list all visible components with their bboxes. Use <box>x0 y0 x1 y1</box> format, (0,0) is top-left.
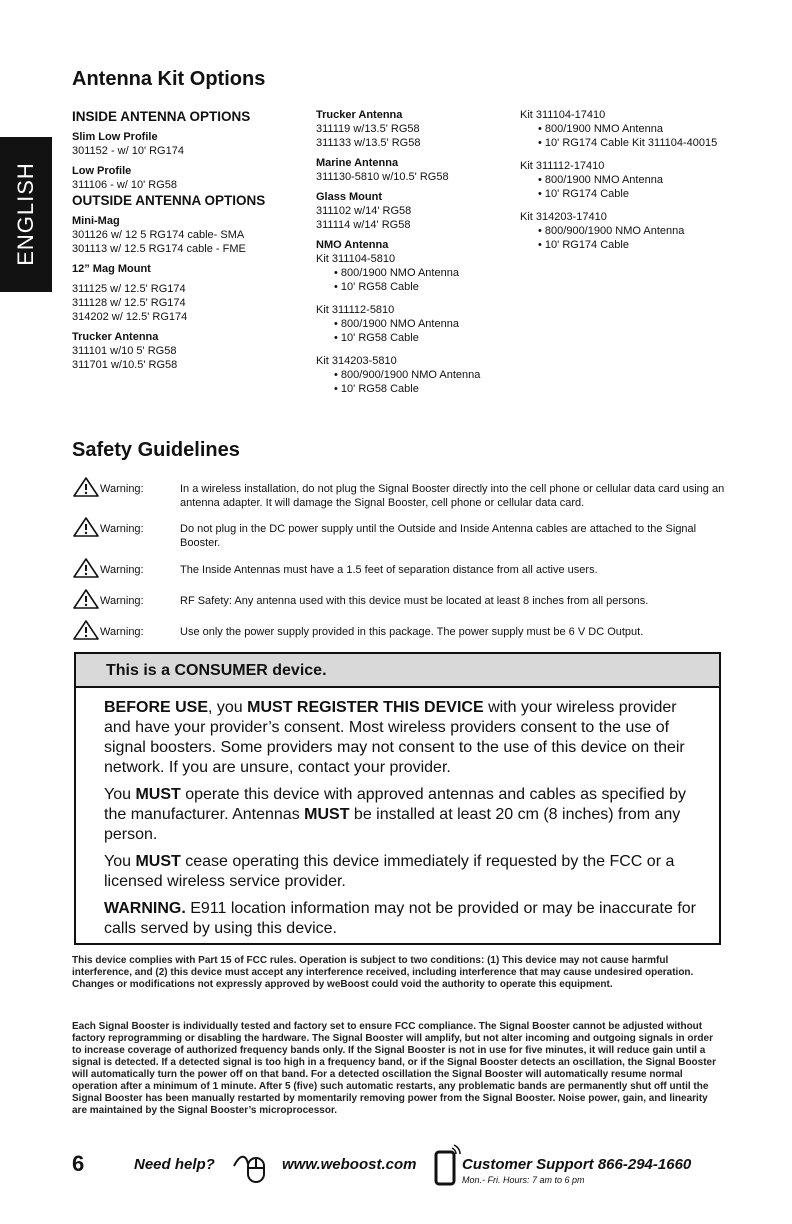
part-number: 301113 w/ 12.5 RG174 cable - FME <box>72 243 246 255</box>
consumer-header: This is a CONSUMER device. <box>76 654 719 688</box>
antenna-column-2 <box>316 108 516 396</box>
part-number: Kit 311112-5810 <box>316 304 395 316</box>
consumer-paragraph: You MUST cease operating this device immediately if requested by the FCC or a licensed wireless service provider. <box>104 853 675 890</box>
consumer-paragraph: BEFORE USE, you MUST REGISTER THIS DEVICE with your wireless provider and have your provider’s consent. Most wireless providers consent to the use of signal boosters. Some providers may not consent to the use of this device on their network. If you are unsure, contact your provider. <box>104 699 685 776</box>
warning-text: Do not plug in the DC power supply until the Outside and Inside Antenna cables are attached to the Signal Booster. <box>180 523 697 549</box>
section-heading: OUTSIDE ANTENNA OPTIONS <box>72 193 266 208</box>
consumer-notice-box <box>74 652 721 945</box>
warning-text: The Inside Antennas must have a 1.5 feet of separation distance from all active users. <box>180 564 598 576</box>
antenna-type: Mini-Mag <box>72 215 120 227</box>
part-number: Kit 314203-17410 <box>520 211 607 223</box>
kit-component: • 10' RG58 Cable <box>316 280 516 294</box>
warning-triangle-icon <box>72 619 100 641</box>
safety-title: Safety Guidelines <box>72 439 240 461</box>
kit-component: • 800/900/1900 NMO Antenna <box>316 368 516 382</box>
part-number: 311119 w/13.5' RG58 <box>316 123 420 135</box>
website-link[interactable]: www.weboost.com <box>282 1156 417 1173</box>
kit-component: • 800/900/1900 NMO Antenna <box>520 224 750 238</box>
kit-component: • 800/1900 NMO Antenna <box>520 122 750 136</box>
warning-label: Warning: <box>100 626 144 638</box>
customer-support-phone: Customer Support 866-294-1660 <box>462 1156 692 1173</box>
antenna-type: Marine Antenna <box>316 157 399 169</box>
part-number: Kit 314203-5810 <box>316 355 397 367</box>
kit-component: • 10' RG174 Cable <box>520 238 750 252</box>
warning-triangle-icon <box>72 588 100 610</box>
part-number: 311102 w/14' RG58 <box>316 205 412 217</box>
warning-text: RF Safety: Any antenna used with this device must be located at least 8 inches from all persons. <box>180 595 649 607</box>
kit-component: • 10' RG58 Cable <box>316 382 516 396</box>
warning-triangle-icon <box>72 557 100 579</box>
antenna-type: NMO Antenna <box>316 239 389 251</box>
kit-component: • 800/1900 NMO Antenna <box>316 317 516 331</box>
kit-component: • 800/1900 NMO Antenna <box>520 173 750 187</box>
antenna-kit-title: Antenna Kit Options <box>72 68 266 90</box>
part-number: Kit 311104-5810 <box>316 253 396 265</box>
part-number: 311133 w/13.5' RG58 <box>316 137 421 149</box>
warning-triangle-icon <box>72 516 100 538</box>
part-number: Kit 311112-17410 <box>520 160 605 172</box>
antenna-type: Low Profile <box>72 165 132 177</box>
antenna-column-1 <box>72 108 302 372</box>
antenna-type: Trucker Antenna <box>316 109 403 121</box>
need-help-label: Need help? <box>134 1156 215 1173</box>
part-number: 314202 w/ 12.5' RG174 <box>72 311 188 323</box>
support-hours: Mon.- Fri. Hours: 7 am to 6 pm <box>462 1175 585 1185</box>
part-number: 301152 - w/ 10' RG174 <box>72 145 184 157</box>
antenna-type: Slim Low Profile <box>72 131 158 143</box>
part-number: 311128 w/ 12.5' RG174 <box>72 297 186 309</box>
kit-component: • 10' RG174 Cable Kit 311104-40015 <box>520 136 750 150</box>
part-number: 311101 w/10 5' RG58 <box>72 345 177 357</box>
warning-triangle-icon <box>72 476 100 498</box>
part-number: Kit 311104-17410 <box>520 109 606 121</box>
footer <box>72 1150 732 1190</box>
warning-label: Warning: <box>100 564 144 576</box>
antenna-type: Glass Mount <box>316 191 383 203</box>
part-number: 311114 w/14' RG58 <box>316 219 411 231</box>
page-number: 6 <box>72 1151 85 1176</box>
section-heading: INSIDE ANTENNA OPTIONS <box>72 109 251 124</box>
consumer-paragraph: You MUST operate this device with approved antennas and cables as specified by the manufacturer. Antennas MUST be installed at least 20 cm (8 inches) from any person. <box>104 786 686 843</box>
antenna-type: 12” Mag Mount <box>72 263 151 275</box>
warning-text: Use only the power supply provided in this package. The power supply must be 6 V DC Output. <box>180 626 644 638</box>
part-number: 311106 - w/ 10' RG58 <box>72 179 178 191</box>
mouse-icon <box>232 1148 276 1184</box>
part-number: 311701 w/10.5' RG58 <box>72 359 178 371</box>
warning-text: In a wireless installation, do not plug the Signal Booster directly into the cell phone or cellular data card using an antenna adapter. It will damage the Signal Booster, cell phone or cellular data card. <box>180 483 725 509</box>
language-label: ENGLISH <box>13 162 38 266</box>
kit-component: • 10' RG174 Cable <box>520 187 750 201</box>
booster-notice: Each Signal Booster is individually tested and factory set to ensure FCC compliance. The Signal Booster cannot be adjusted without factory reprogramming or disabling the hardware. The Signal Booster will amplify, but not alter incoming and outgoing signals in order to increase coverage of authorized frequency bands only. If the Signal Booster is not in use for five minutes, it will reduce gain until a signal is detected. If a detected signal is too high in a frequency band, or if the Signal Booster detects an oscillation, the Signal Booster will automatically turn the power off on that band. For a detected oscillation the Signal Booster will automatically resume normal operation after a minimum of 1 minute. After 5 (five) such automatic restarts, any problematic bands are permanently shut off until the Signal Booster has been manually restarted by momentarily removing power from the Signal Booster. Noise power, gain, and linearity are maintained by the Signal Booster’s microprocessor. <box>72 1021 717 1116</box>
consumer-body <box>76 688 719 939</box>
fcc-notice: This device complies with Part 15 of FCC rules. Operation is subject to two conditions: (1) This device may not cause harmful interference, and (2) this device must accept any interference received, including interference that may cause undesired operation. Changes or modifications not expressly approved by weBoost could void the authority to operate this equipment. <box>72 955 694 990</box>
kit-component: • 10' RG58 Cable <box>316 331 516 345</box>
language-side-tab <box>0 137 52 292</box>
antenna-column-3 <box>520 108 750 252</box>
kit-component: • 800/1900 NMO Antenna <box>316 266 516 280</box>
warning-label: Warning: <box>100 595 144 607</box>
warning-label: Warning: <box>100 483 144 495</box>
part-number: 311130-5810 w/10.5' RG58 <box>316 171 449 183</box>
part-number: 301126 w/ 12 5 RG174 cable- SMA <box>72 229 245 241</box>
antenna-type: Trucker Antenna <box>72 331 159 343</box>
warning-label: Warning: <box>100 523 144 535</box>
phone-icon <box>434 1144 464 1186</box>
part-number: 311125 w/ 12.5' RG174 <box>72 283 186 295</box>
consumer-paragraph: WARNING. E911 location information may not be provided or may be inaccurate for calls served by using this device. <box>104 900 696 937</box>
